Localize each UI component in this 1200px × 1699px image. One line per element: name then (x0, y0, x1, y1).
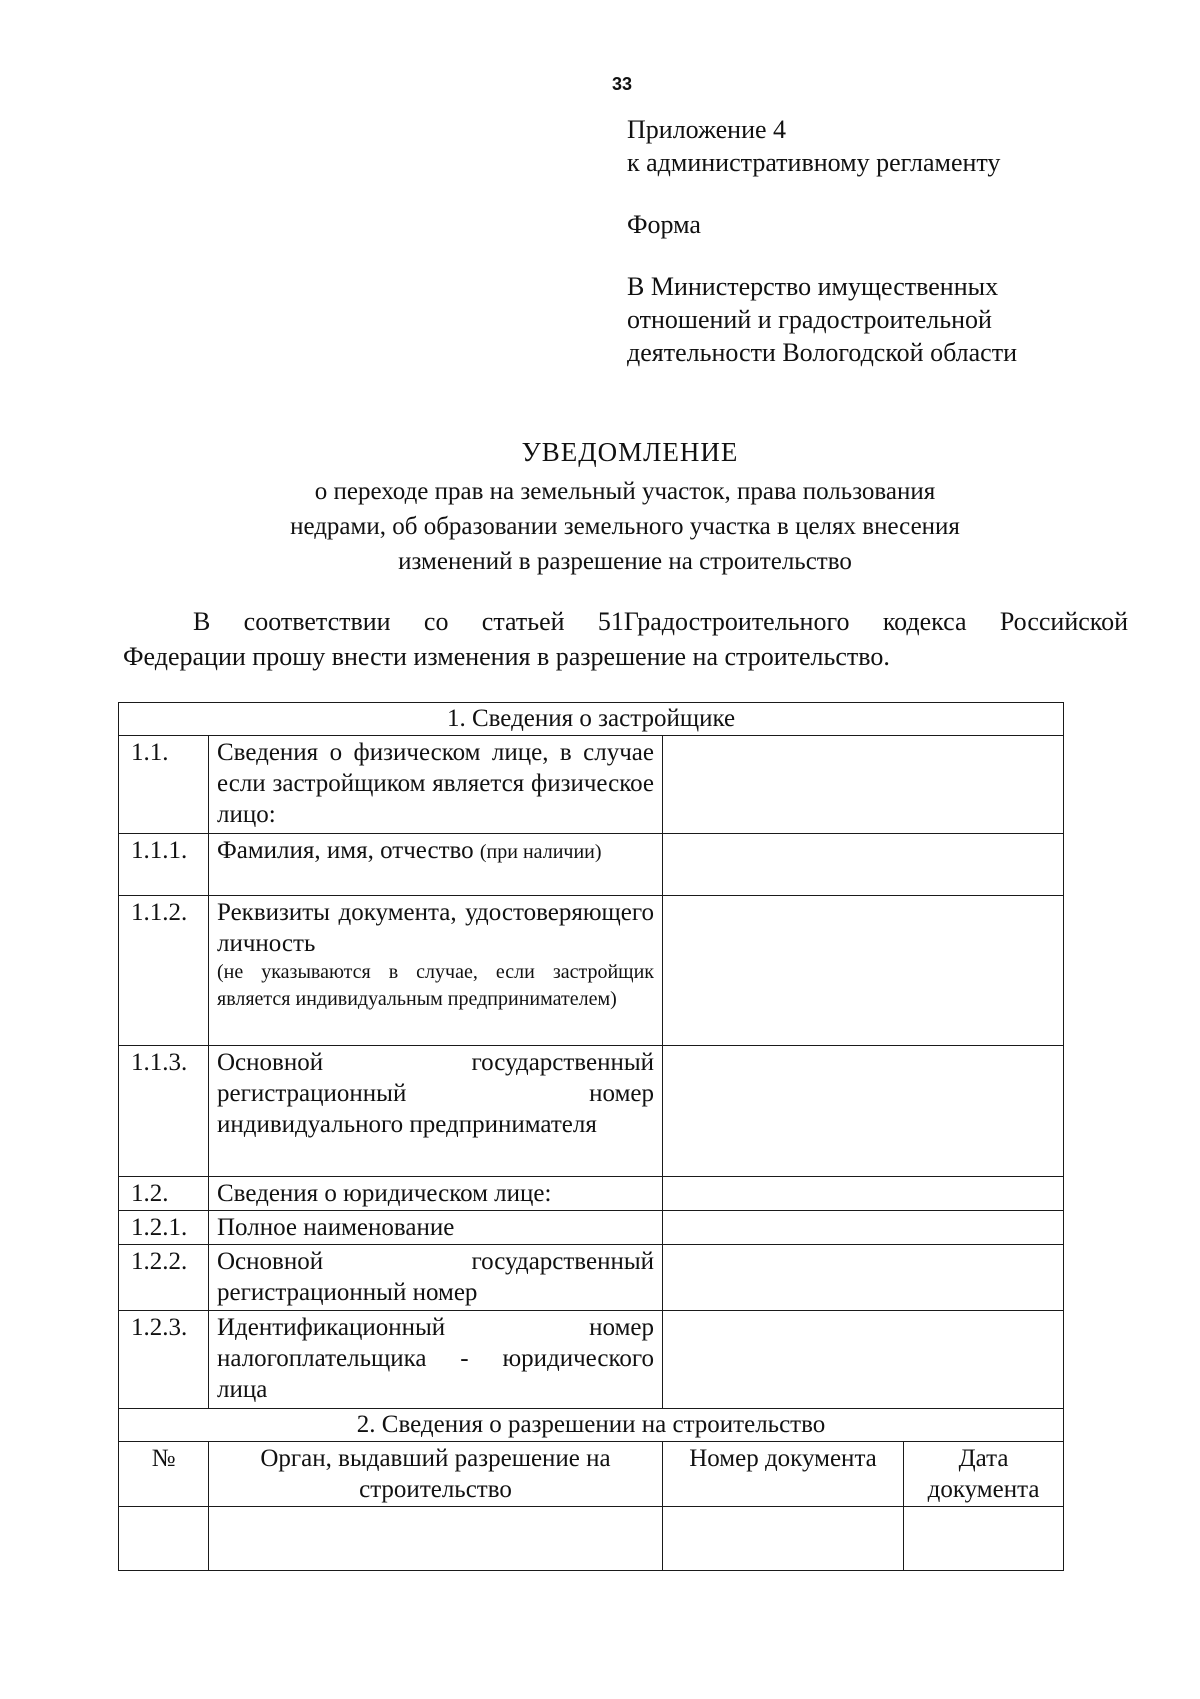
row-1-1-2-note: (не указываются в случае, если застройщик является индивидуальным предпринимателем) (217, 961, 654, 1010)
row-1-1-3-label: Основной государственный регистрационный номер индивидуального предпринимателя (209, 1046, 663, 1177)
row-1-2-1-label: Полное наименование (209, 1211, 663, 1245)
row-1-1-label: Сведения о физическом лице, в случае если застройщиком является физическое лицо: (209, 736, 663, 834)
section-1-title: 1. Сведения о застройщике (119, 703, 1064, 736)
row-1-1-1-note: (при наличии) (479, 841, 602, 863)
appendix-label: Приложение 4 (627, 115, 787, 144)
addressee-line-3: деятельности Вологодской области (627, 338, 1017, 367)
permit-row-document-date-cell[interactable] (904, 1507, 1064, 1571)
column-header-number: № (119, 1442, 209, 1507)
row-1-2-number: 1.2. (119, 1177, 209, 1211)
document-title: УВЕДОМЛЕНИЕ (521, 437, 739, 467)
permit-row-number-cell[interactable] (119, 1507, 209, 1571)
intro-line-1: В соответствии со статьей 51Градостроительного кодекса Российской (193, 607, 1128, 636)
permit-row-authority-cell[interactable] (209, 1507, 663, 1571)
intro-line-2: Федерации прошу внести изменения в разрешение на строительство. (123, 642, 890, 671)
row-1-2-1-number: 1.2.1. (119, 1211, 209, 1245)
form-label: Форма (627, 210, 701, 239)
notification-form-table (118, 702, 1064, 1571)
column-header-document-number: Номер документа (663, 1442, 904, 1507)
row-1-2-value-field[interactable] (663, 1177, 1064, 1211)
row-1-1-3-number: 1.1.3. (119, 1046, 209, 1177)
document-subtitle (230, 474, 1020, 579)
addressee-line-1: В Министерство имущественных (627, 272, 999, 301)
row-1-2-3-label: Идентификационный номер налогоплательщика - юридического лица (209, 1311, 663, 1409)
subtitle-line-2: недрами, об образовании земельного участка в целях внесения (290, 513, 960, 540)
row-1-1-value-field[interactable] (663, 736, 1064, 834)
column-header-document-date: Дата документа (904, 1442, 1064, 1507)
row-1-1-1-number: 1.1.1. (119, 834, 209, 896)
column-header-issuing-authority: Орган, выдавший разрешение на строительство (209, 1442, 663, 1507)
row-1-1-2-number: 1.1.2. (119, 896, 209, 1046)
ogrn-field[interactable] (663, 1245, 1064, 1311)
full-name-field[interactable] (663, 834, 1064, 896)
page-number: 33 (612, 74, 633, 94)
ogrnip-field[interactable] (663, 1046, 1064, 1177)
row-1-2-label: Сведения о юридическом лице: (209, 1177, 663, 1211)
full-legal-name-field[interactable] (663, 1211, 1064, 1245)
row-1-2-3-number: 1.2.3. (119, 1311, 209, 1409)
row-1-1-1-label: Фамилия, имя, отчество (при наличии) (209, 834, 663, 896)
addressee-line-2: отношений и градостроительной (627, 305, 992, 334)
intro-paragraph (123, 604, 1128, 674)
row-1-2-2-label: Основной государственный регистрационный номер (209, 1245, 663, 1311)
subtitle-line-1: о переходе прав на земельный участок, права пользования (314, 478, 936, 505)
regulation-label: к административному регламенту (627, 148, 1001, 177)
inn-field[interactable] (663, 1311, 1064, 1409)
row-1-1-2-label: Реквизиты документа, удостоверяющего личность (не указываются в случае, если застройщик является индивидуальным предпринимателем) (209, 896, 663, 1046)
permit-row-document-number-cell[interactable] (663, 1507, 904, 1571)
row-1-1-number: 1.1. (119, 736, 209, 834)
identity-document-field[interactable] (663, 896, 1064, 1046)
header-block (627, 113, 1127, 369)
row-1-2-2-number: 1.2.2. (119, 1245, 209, 1311)
subtitle-line-3: изменений в разрешение на строительство (398, 548, 852, 575)
section-2-title: 2. Сведения о разрешении на строительство (119, 1409, 1064, 1442)
